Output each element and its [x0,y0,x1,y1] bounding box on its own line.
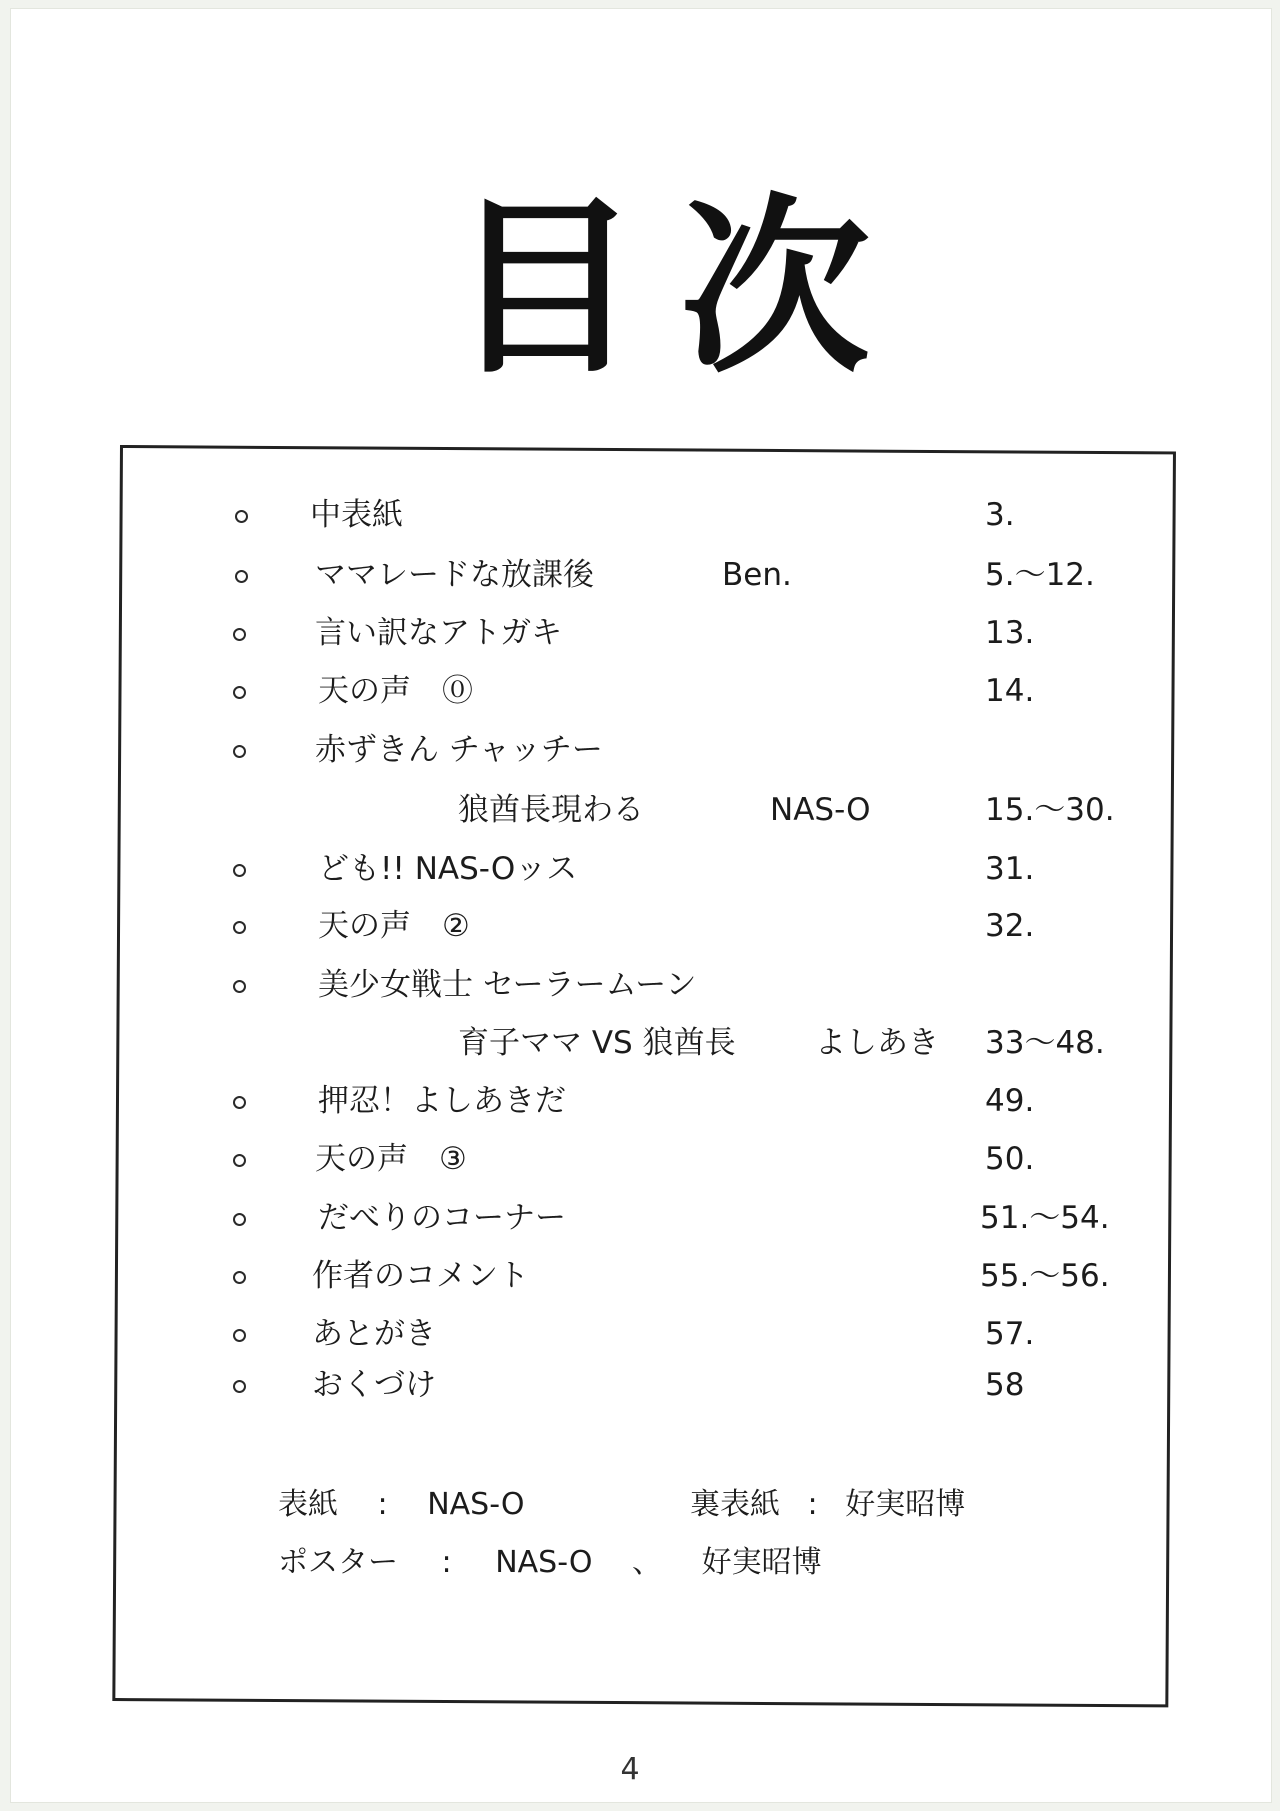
credit-cover [278,1480,524,1530]
toc-pages: 13. [985,615,1035,651]
toc-pages: 55.〜56. [980,1258,1110,1294]
credit-separator: : [441,1545,452,1580]
bullet-icon [233,1329,246,1342]
toc-label: 育子ママ VS 狼酋長 [458,1025,736,1061]
bullet-icon [233,628,246,641]
toc-pages: 33〜48. [985,1025,1105,1061]
toc-entry [10,490,1272,540]
bullet-icon [233,980,246,993]
toc-pages: 50. [985,1141,1035,1177]
toc-label: あとがき [312,1316,436,1352]
toc-entry [10,1134,1272,1184]
toc-author: Ben. [722,557,792,593]
toc-label: 天の声 ② [318,908,470,944]
toc-entry [10,1076,1272,1126]
credit-back-cover-value: 好実昭博 [845,1487,966,1522]
credit-poster-value-1: NAS-O [495,1545,593,1580]
page-sheet [10,8,1272,1803]
page-number: 4 [620,1752,640,1787]
toc-pages: 58 [985,1367,1025,1403]
credit-comma: 、 [632,1545,663,1580]
toc-pages: 14. [985,673,1035,709]
bullet-icon [233,686,246,699]
credit-poster-value-2: 好実昭博 [701,1545,822,1580]
credit-separator: : [807,1487,818,1522]
toc-author: よしあき [815,1025,939,1061]
toc-entry [10,1360,1272,1410]
toc-pages: 31. [985,851,1035,887]
bullet-icon [233,921,246,934]
bullet-icon [233,1380,246,1393]
toc-label: 押忍！よしあきだ [318,1083,566,1119]
toc-label: おくづけ [312,1367,436,1403]
credit-cover-label: 表紙 [278,1487,338,1522]
credit-poster [278,1538,822,1588]
toc-entry [10,608,1272,658]
bullet-icon [233,1096,246,1109]
toc-pages: 15.〜30. [985,792,1115,828]
toc-label: 狼酋長現わる [458,792,644,828]
toc-pages: 57. [985,1316,1035,1352]
toc-entry [10,666,1272,716]
toc-entry [10,550,1272,600]
toc-entry [10,901,1272,951]
bullet-icon [233,745,246,758]
toc-pages: 49. [985,1083,1035,1119]
toc-label: ども!! NAS-Oッス [318,851,578,887]
toc-label: 赤ずきん チャッチー [315,732,603,768]
credit-back-cover [690,1480,965,1530]
toc-label: 天の声 ⓪ [318,673,473,709]
bullet-icon [233,1271,246,1284]
toc-label: だべりのコーナー [318,1200,566,1236]
toc-label: 中表紙 [310,497,403,533]
bullet-icon [233,864,246,877]
credit-poster-label: ポスター [278,1545,398,1580]
toc-entry [10,725,1272,775]
toc-entry [10,1018,1272,1068]
toc-entry [10,960,1272,1010]
toc-label: 言い訳なアトガキ [315,615,563,651]
toc-author: NAS-O [770,792,871,828]
page-title: 目次 [450,176,911,399]
bullet-icon [235,510,248,523]
toc-entry [10,1309,1272,1359]
credit-back-cover-label: 裏表紙 [690,1487,780,1522]
toc-entry [10,1251,1272,1301]
toc-label: 作者のコメント [312,1258,529,1294]
toc-pages: 51.〜54. [980,1200,1110,1236]
toc-pages: 5.〜12. [985,557,1095,593]
toc-pages: 32. [985,908,1035,944]
bullet-icon [235,570,248,583]
toc-label: ママレードな放課後 [315,557,594,593]
toc-pages: 3. [985,497,1015,533]
toc-entry [10,844,1272,894]
toc-entry [10,785,1272,835]
toc-label: 天の声 ③ [315,1141,467,1177]
toc-label: 美少女戦士 セーラームーン [318,967,697,1003]
bullet-icon [233,1154,246,1167]
credit-cover-value: NAS-O [427,1487,525,1522]
credit-separator: : [377,1487,388,1522]
bullet-icon [233,1213,246,1226]
toc-entry [10,1193,1272,1243]
